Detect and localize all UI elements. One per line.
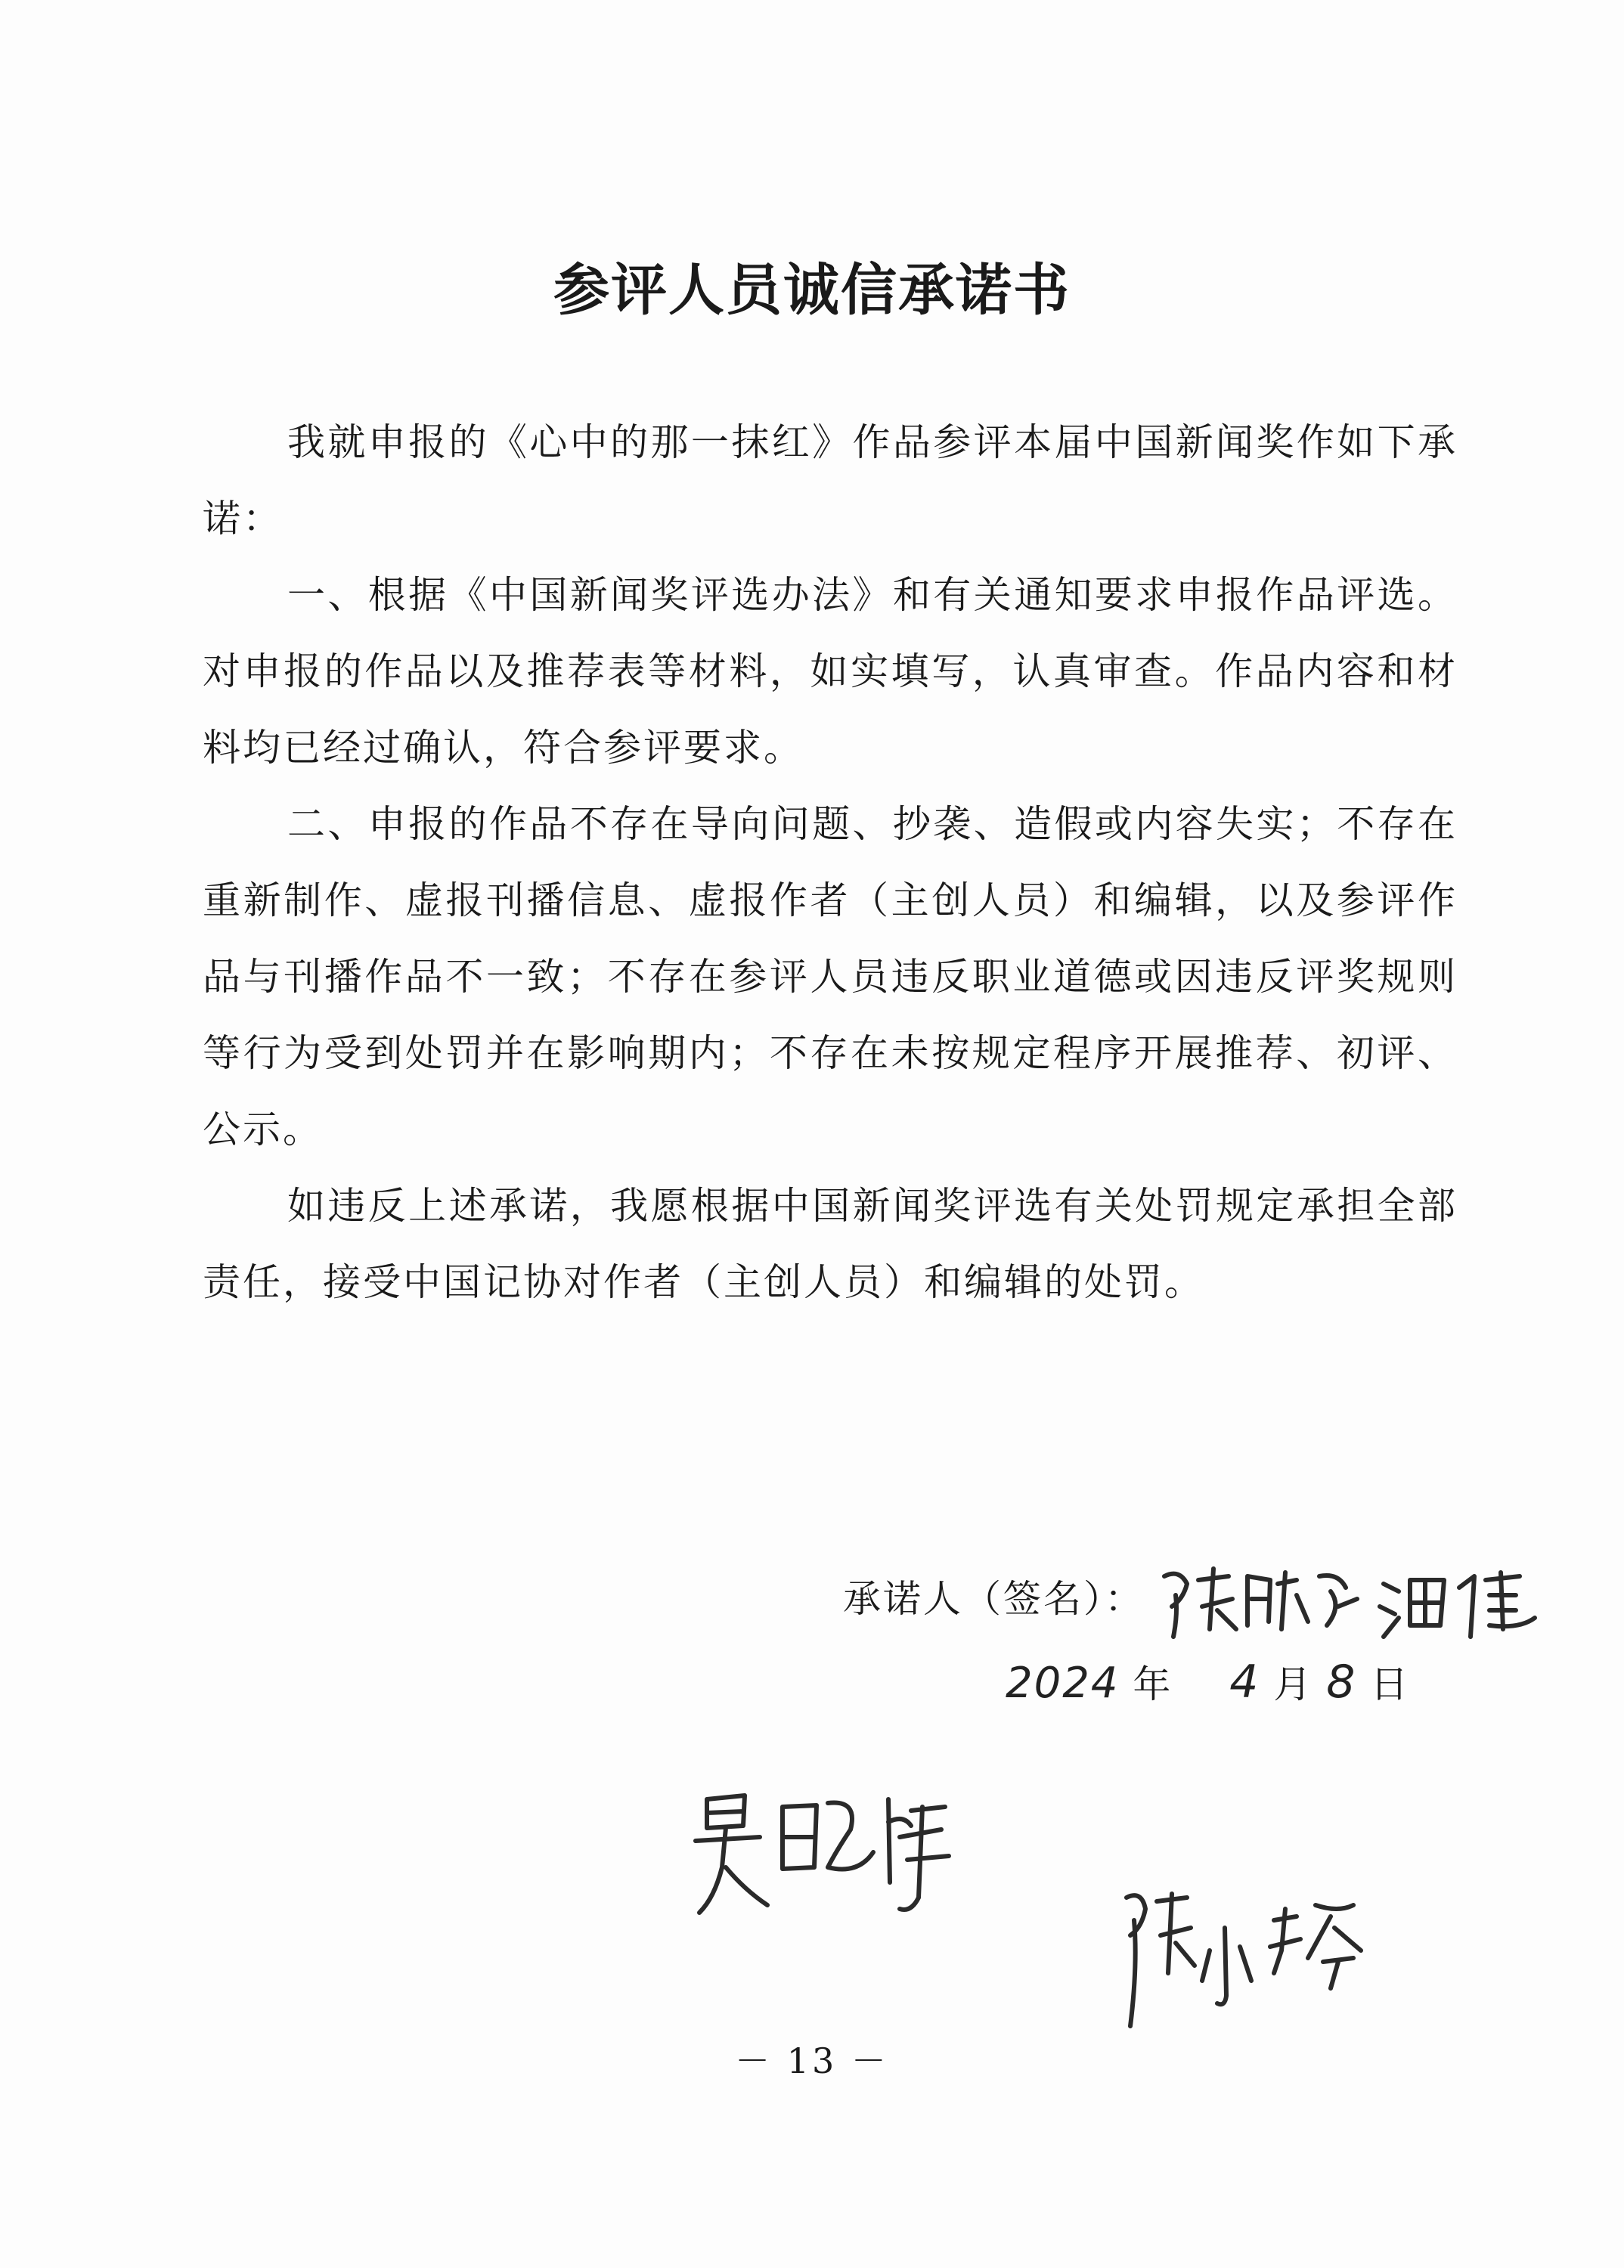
date-month-unit: 月 — [1273, 1662, 1313, 1706]
intro-paragraph: 我就申报的《心中的那一抹红》作品参评本届中国新闻奖作如下承诺： — [203, 420, 1458, 541]
signatory-label: 承诺人（签名）： — [843, 1577, 1145, 1621]
signature-3 — [1111, 1875, 1399, 2041]
signature-2 — [684, 1784, 972, 1928]
page-number: － 13 － — [735, 2040, 889, 2081]
commitment-paragraph-2: 二、申报的作品不存在导向问题、抄袭、造假或内容失实；不存在重新制作、虚报刊播信息、虚报作者（主创人员）和编辑，以及参评作品与刊播作品不一致；不存在参评人员违反职业道德或因违反评奖规则等行为受到处罚并在影响期内；不存在未按规定程序开展推荐、初评、公示。 — [203, 802, 1458, 1151]
date-day-unit: 日 — [1370, 1662, 1410, 1706]
closing-paragraph: 如违反上述承诺，我愿根据中国新闻奖评选有关处罚规定承担全部责任，接受中国记协对作者（主创人员）和编辑的处罚。 — [203, 1184, 1458, 1304]
commitment-paragraph-1: 一、根据《中国新闻奖评选办法》和有关通知要求申报作品评选。对申报的作品以及推荐表等材料，如实填写，认真审查。作品内容和材料均已经过确认，符合参评要求。 — [203, 573, 1458, 770]
date-day: 8 — [1326, 1656, 1357, 1709]
signatory-line — [843, 1576, 1145, 1622]
date-month: 4 — [1229, 1656, 1260, 1709]
document-title: 参评人员诚信承诺书 — [553, 258, 1071, 323]
document-body — [203, 404, 1458, 1321]
date-year: 2024 — [1006, 1659, 1120, 1708]
date-line — [1006, 1656, 1410, 1709]
date-year-unit: 年 — [1133, 1662, 1173, 1706]
signature-1 — [1157, 1554, 1580, 1644]
